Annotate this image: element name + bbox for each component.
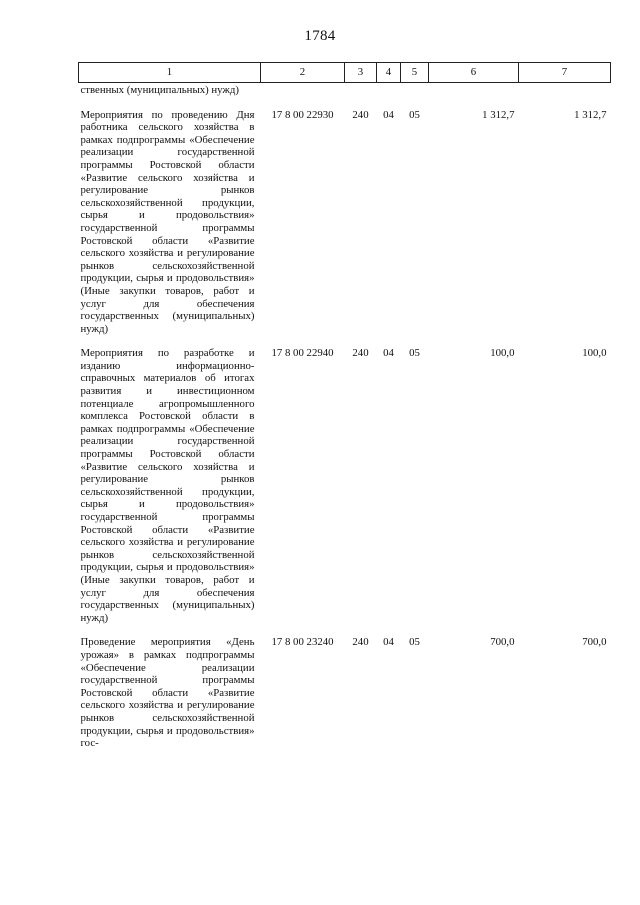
budget-table: [78, 62, 611, 750]
row-description: Проведение мероприятия «День урожая» в рамках подпрограммы «Обеспечение реализации государственной программы Ростовской области «Развитие сельского хозяйства и регулирование рынков сельскохозяйственной продукции, сырья и продовольствия» гос-: [80, 636, 255, 750]
row-amount-1: 1 312,7: [482, 108, 515, 121]
row-col-4: 04: [383, 636, 394, 649]
row-col-3: 240: [352, 347, 369, 360]
row-code: 17 8 00 22930: [271, 108, 334, 121]
row-description: Мероприятия по разработке и изданию информационно-справочных материалов об итогах развития и инвестиционном потенциале агропромышленного комплекса Ростовской области в рамках подпрограммы «Обеспечение реализации государственной программы Ростовской области «Развитие сельского хозяйства и регулирование рынков сельскохозяйственной продукции, сырья и продовольствия» государственной программы Ростовской области «Развитие сельского хозяйства и регулирование рынков сельскохозяйственной продукции, сырья и продовольствия» (Иные закупки товаров, работ и услуг для обеспечения государственных (муниципальных) нужд): [80, 347, 255, 624]
header-col-4: 4: [377, 63, 401, 83]
row-col-3: 240: [352, 636, 369, 649]
page-number: 1784: [304, 28, 336, 44]
header-row: [79, 63, 611, 83]
row-col-5: 05: [409, 347, 420, 360]
row-col-4: 04: [383, 347, 394, 360]
header-col-7: 7: [519, 63, 611, 83]
row-code: 17 8 00 23240: [271, 636, 334, 649]
row-col-3: 240: [352, 108, 369, 121]
row-amount-2: 100,0: [582, 347, 607, 360]
continuation-text: ственных (муниципальных) нужд): [80, 84, 239, 96]
table-row: [79, 624, 611, 749]
header-col-5: 5: [401, 63, 429, 83]
header-col-2: 2: [261, 63, 345, 83]
row-amount-1: 700,0: [490, 636, 515, 649]
row-amount-1: 100,0: [490, 347, 515, 360]
table-row: [79, 97, 611, 336]
row-col-5: 05: [409, 636, 420, 649]
continuation-row: [79, 83, 611, 97]
row-amount-2: 700,0: [582, 636, 607, 649]
table-header: [79, 63, 611, 83]
row-code: 17 8 00 22940: [271, 347, 334, 360]
row-amount-2: 1 312,7: [574, 108, 607, 121]
header-col-1: 1: [79, 63, 261, 83]
header-col-3: 3: [345, 63, 377, 83]
header-col-6: 6: [429, 63, 519, 83]
row-col-4: 04: [383, 108, 394, 121]
row-description: Мероприятия по проведению Дня работника сельского хозяйства в рамках подпрограммы «Обеспечение реализации государственной программы Ростовской области «Развитие сельского хозяйства и регулирование рынков сельскохозяйственной продукции, сырья и продовольствия» государственной программы Ростовской области «Развитие сельского хозяйства и регулирование рынков сельскохозяйственной продукции, сырья и продовольствия» (Иные закупки товаров, работ и услуг для обеспечения государственных (муниципальных) нужд): [80, 108, 255, 335]
table-row: [79, 335, 611, 624]
row-col-5: 05: [409, 108, 420, 121]
